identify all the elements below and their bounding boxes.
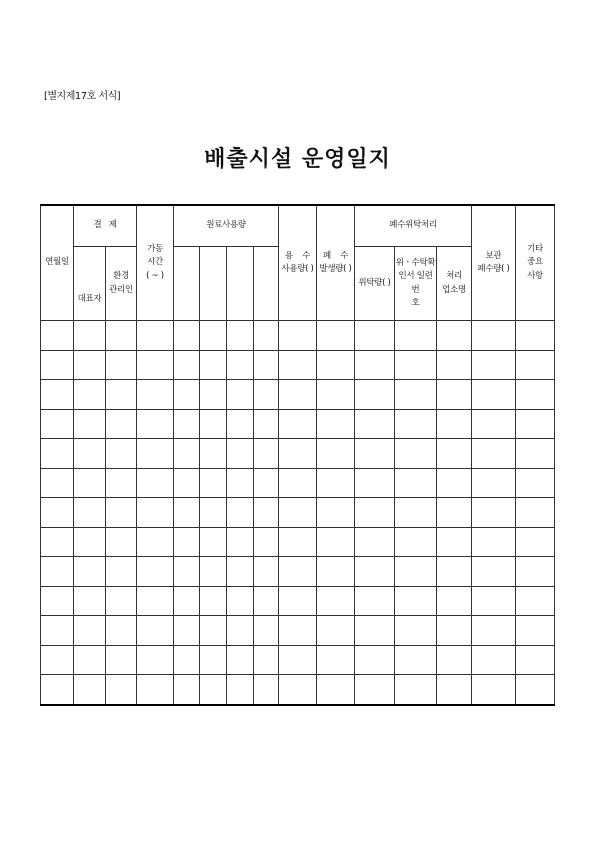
- table-cell[interactable]: [516, 557, 555, 587]
- table-cell[interactable]: [437, 616, 472, 646]
- table-cell[interactable]: [317, 498, 355, 528]
- table-cell[interactable]: [355, 321, 395, 351]
- table-cell[interactable]: [41, 645, 74, 675]
- table-cell[interactable]: [317, 380, 355, 410]
- raw-material-col-2: [200, 247, 227, 321]
- table-cell[interactable]: [355, 439, 395, 469]
- table-cell[interactable]: [472, 616, 516, 646]
- table-cell[interactable]: [106, 321, 137, 351]
- table-cell[interactable]: [106, 616, 137, 646]
- table-cell[interactable]: [227, 675, 254, 705]
- table-cell[interactable]: [516, 350, 555, 380]
- table-cell[interactable]: [395, 498, 437, 528]
- header-consign-cert: 위ㆍ수탁확 인서 일련번 호: [395, 247, 437, 321]
- table-cell[interactable]: [174, 557, 200, 587]
- table-cell[interactable]: [41, 350, 74, 380]
- table-cell[interactable]: [355, 675, 395, 705]
- table-cell[interactable]: [355, 586, 395, 616]
- table-cell[interactable]: [472, 645, 516, 675]
- table-cell[interactable]: [437, 557, 472, 587]
- table-cell[interactable]: [174, 380, 200, 410]
- header-processor: 처리 업소명: [437, 247, 472, 321]
- table-cell[interactable]: [137, 586, 174, 616]
- table-cell[interactable]: [227, 409, 254, 439]
- table-cell[interactable]: [279, 439, 317, 469]
- table-cell[interactable]: [200, 498, 227, 528]
- table-cell[interactable]: [227, 616, 254, 646]
- table-cell[interactable]: [227, 557, 254, 587]
- table-cell[interactable]: [137, 527, 174, 557]
- table-cell[interactable]: [472, 409, 516, 439]
- table-cell[interactable]: [395, 616, 437, 646]
- table-cell[interactable]: [437, 527, 472, 557]
- table-cell[interactable]: [227, 321, 254, 351]
- table-cell[interactable]: [227, 586, 254, 616]
- table-row: [41, 468, 555, 498]
- table-cell[interactable]: [317, 439, 355, 469]
- table-row: [41, 557, 555, 587]
- table-cell[interactable]: [254, 439, 279, 469]
- table-cell[interactable]: [395, 527, 437, 557]
- table-cell[interactable]: [472, 675, 516, 705]
- table-cell[interactable]: [317, 321, 355, 351]
- table-cell[interactable]: [395, 468, 437, 498]
- header-consignment: 폐수위탁처리: [355, 205, 472, 247]
- table-cell[interactable]: [279, 350, 317, 380]
- table-row: [41, 586, 555, 616]
- table-cell[interactable]: [472, 586, 516, 616]
- table-cell[interactable]: [74, 616, 106, 646]
- table-cell[interactable]: [41, 527, 74, 557]
- table-cell[interactable]: [516, 321, 555, 351]
- table-cell[interactable]: [227, 527, 254, 557]
- table-cell[interactable]: [106, 557, 137, 587]
- header-operation-time: 가동 시간 ( ~ ): [137, 205, 174, 321]
- table-cell[interactable]: [41, 616, 74, 646]
- table-cell[interactable]: [437, 586, 472, 616]
- raw-material-col-4: [254, 247, 279, 321]
- table-cell[interactable]: [279, 409, 317, 439]
- table-cell[interactable]: [74, 409, 106, 439]
- table-cell[interactable]: [137, 439, 174, 469]
- table-cell[interactable]: [279, 557, 317, 587]
- table-cell[interactable]: [200, 409, 227, 439]
- table-cell[interactable]: [254, 616, 279, 646]
- table-cell[interactable]: [472, 527, 516, 557]
- table-cell[interactable]: [355, 645, 395, 675]
- table-cell[interactable]: [74, 498, 106, 528]
- table-cell[interactable]: [279, 498, 317, 528]
- table-cell[interactable]: [106, 586, 137, 616]
- table-cell[interactable]: [355, 527, 395, 557]
- table-cell[interactable]: [472, 557, 516, 587]
- table-cell[interactable]: [200, 439, 227, 469]
- table-cell[interactable]: [437, 321, 472, 351]
- form-number-label: [별지제17호 서식]: [44, 91, 121, 102]
- table-cell[interactable]: [317, 527, 355, 557]
- table-cell[interactable]: [437, 468, 472, 498]
- header-raw-material: 원료사용량: [174, 205, 279, 247]
- table-cell[interactable]: [174, 468, 200, 498]
- table-cell[interactable]: [174, 498, 200, 528]
- table-cell[interactable]: [200, 321, 227, 351]
- table-cell[interactable]: [437, 645, 472, 675]
- header-consign-amount: 위탁량( ): [355, 247, 395, 321]
- table-cell[interactable]: [516, 468, 555, 498]
- table-cell[interactable]: [516, 616, 555, 646]
- table-row: [41, 675, 555, 705]
- table-cell[interactable]: [395, 645, 437, 675]
- table-cell[interactable]: [516, 527, 555, 557]
- table-cell[interactable]: [41, 380, 74, 410]
- table-cell[interactable]: [137, 675, 174, 705]
- header-waste-generation: 폐 수 발생량( ): [317, 205, 355, 321]
- table-cell[interactable]: [279, 527, 317, 557]
- table-cell[interactable]: [41, 468, 74, 498]
- table-row: [41, 645, 555, 675]
- table-cell[interactable]: [254, 645, 279, 675]
- table-cell[interactable]: [200, 557, 227, 587]
- table-cell[interactable]: [200, 527, 227, 557]
- header-env-manager: 환경 관리인: [106, 247, 137, 321]
- table-cell[interactable]: [174, 527, 200, 557]
- table-cell[interactable]: [355, 350, 395, 380]
- table-cell[interactable]: [516, 645, 555, 675]
- table-cell[interactable]: [279, 645, 317, 675]
- table-cell[interactable]: [317, 557, 355, 587]
- table-cell[interactable]: [106, 468, 137, 498]
- table-cell[interactable]: [74, 645, 106, 675]
- table-cell[interactable]: [137, 468, 174, 498]
- table-cell[interactable]: [516, 675, 555, 705]
- table-cell[interactable]: [472, 350, 516, 380]
- table-cell[interactable]: [106, 409, 137, 439]
- table-cell[interactable]: [437, 409, 472, 439]
- table-cell[interactable]: [279, 321, 317, 351]
- table-cell[interactable]: [174, 409, 200, 439]
- table-cell[interactable]: [254, 498, 279, 528]
- table-cell[interactable]: [227, 380, 254, 410]
- table-cell[interactable]: [41, 586, 74, 616]
- table-cell[interactable]: [395, 380, 437, 410]
- table-cell[interactable]: [317, 675, 355, 705]
- table-cell[interactable]: [106, 498, 137, 528]
- table-cell[interactable]: [137, 498, 174, 528]
- table-cell[interactable]: [472, 321, 516, 351]
- table-cell[interactable]: [200, 675, 227, 705]
- raw-material-col-1: [174, 247, 200, 321]
- table-cell[interactable]: [74, 321, 106, 351]
- table-cell[interactable]: [254, 468, 279, 498]
- table-cell[interactable]: [279, 468, 317, 498]
- page-title: 배출시설 운영일지: [204, 147, 391, 172]
- table-cell[interactable]: [227, 439, 254, 469]
- table-cell[interactable]: [395, 350, 437, 380]
- table-cell[interactable]: [106, 380, 137, 410]
- table-cell[interactable]: [516, 439, 555, 469]
- table-cell[interactable]: [317, 350, 355, 380]
- table-cell[interactable]: [200, 350, 227, 380]
- raw-material-col-3: [227, 247, 254, 321]
- table-cell[interactable]: [174, 321, 200, 351]
- table-cell[interactable]: [516, 586, 555, 616]
- table-cell[interactable]: [106, 527, 137, 557]
- table-cell[interactable]: [41, 321, 74, 351]
- table-cell[interactable]: [41, 409, 74, 439]
- table-cell[interactable]: [254, 527, 279, 557]
- table-cell[interactable]: [472, 439, 516, 469]
- table-cell[interactable]: [279, 586, 317, 616]
- table-cell[interactable]: [254, 321, 279, 351]
- header-water-usage: 용 수 사용량( ): [279, 205, 317, 321]
- table-cell[interactable]: [395, 409, 437, 439]
- table-cell[interactable]: [516, 380, 555, 410]
- table-cell[interactable]: [395, 675, 437, 705]
- table-cell[interactable]: [227, 498, 254, 528]
- table-row: [41, 527, 555, 557]
- table-cell[interactable]: [174, 586, 200, 616]
- table-cell[interactable]: [137, 557, 174, 587]
- table-cell[interactable]: [227, 350, 254, 380]
- operation-log-table: [40, 204, 555, 706]
- table-cell[interactable]: [395, 439, 437, 469]
- table-cell[interactable]: [254, 557, 279, 587]
- table-cell[interactable]: [174, 439, 200, 469]
- table-cell[interactable]: [41, 498, 74, 528]
- header-approval: 결 제: [74, 205, 137, 247]
- table-row: [41, 439, 555, 469]
- table-cell[interactable]: [355, 498, 395, 528]
- table-cell[interactable]: [137, 350, 174, 380]
- table-cell[interactable]: [227, 468, 254, 498]
- table-cell[interactable]: [74, 675, 106, 705]
- table-cell[interactable]: [74, 586, 106, 616]
- header-date: 연월일: [41, 205, 74, 321]
- table-cell[interactable]: [317, 645, 355, 675]
- table-cell[interactable]: [395, 321, 437, 351]
- table-cell[interactable]: [437, 675, 472, 705]
- table-cell[interactable]: [174, 616, 200, 646]
- table-cell[interactable]: [355, 409, 395, 439]
- table-cell[interactable]: [355, 380, 395, 410]
- table-cell[interactable]: [437, 439, 472, 469]
- table-cell[interactable]: [137, 616, 174, 646]
- table-cell[interactable]: [174, 675, 200, 705]
- table-row: [41, 616, 555, 646]
- header-storage: 보관 폐수량( ): [472, 205, 516, 321]
- header-other: 기타 중요 사항: [516, 205, 555, 321]
- table-cell[interactable]: [74, 527, 106, 557]
- table-cell[interactable]: [279, 380, 317, 410]
- table-cell[interactable]: [355, 468, 395, 498]
- table-cell[interactable]: [106, 439, 137, 469]
- table-cell[interactable]: [74, 350, 106, 380]
- table-cell[interactable]: [106, 645, 137, 675]
- table-cell[interactable]: [437, 350, 472, 380]
- table-cell[interactable]: [137, 380, 174, 410]
- table-cell[interactable]: [227, 645, 254, 675]
- table-cell[interactable]: [254, 409, 279, 439]
- table-row: [41, 350, 555, 380]
- table-cell[interactable]: [74, 557, 106, 587]
- table-cell[interactable]: [74, 380, 106, 410]
- table-cell[interactable]: [437, 498, 472, 528]
- table-row: [41, 498, 555, 528]
- table-cell[interactable]: [200, 468, 227, 498]
- table-cell[interactable]: [74, 468, 106, 498]
- table-cell[interactable]: [254, 675, 279, 705]
- table-cell[interactable]: [317, 616, 355, 646]
- table-cell[interactable]: [137, 409, 174, 439]
- table-row: [41, 321, 555, 351]
- table-cell[interactable]: [279, 675, 317, 705]
- table-cell[interactable]: [106, 675, 137, 705]
- table-cell[interactable]: [395, 557, 437, 587]
- table-cell[interactable]: [174, 645, 200, 675]
- table-cell[interactable]: [472, 498, 516, 528]
- table-cell[interactable]: [200, 616, 227, 646]
- table-cell[interactable]: [254, 350, 279, 380]
- table-cell[interactable]: [106, 350, 137, 380]
- table-cell[interactable]: [200, 586, 227, 616]
- table-cell[interactable]: [317, 468, 355, 498]
- table-cell[interactable]: [472, 468, 516, 498]
- table-cell[interactable]: [516, 498, 555, 528]
- table-cell[interactable]: [355, 557, 395, 587]
- table-cell[interactable]: [41, 439, 74, 469]
- table-cell[interactable]: [200, 645, 227, 675]
- table-cell[interactable]: [279, 616, 317, 646]
- table-cell[interactable]: [317, 586, 355, 616]
- table-cell[interactable]: [355, 616, 395, 646]
- table-cell[interactable]: [74, 439, 106, 469]
- table-cell[interactable]: [395, 586, 437, 616]
- table-cell[interactable]: [516, 409, 555, 439]
- table-cell[interactable]: [437, 380, 472, 410]
- header-representative: 대표자: [74, 247, 106, 321]
- table-row: [41, 380, 555, 410]
- table-cell[interactable]: [317, 409, 355, 439]
- table-cell[interactable]: [174, 350, 200, 380]
- table-cell[interactable]: [137, 321, 174, 351]
- table-cell[interactable]: [137, 645, 174, 675]
- table-cell[interactable]: [254, 380, 279, 410]
- table-row: [41, 409, 555, 439]
- table-cell[interactable]: [41, 557, 74, 587]
- table-cell[interactable]: [254, 586, 279, 616]
- table-cell[interactable]: [472, 380, 516, 410]
- table-cell[interactable]: [200, 380, 227, 410]
- table-cell[interactable]: [41, 675, 74, 705]
